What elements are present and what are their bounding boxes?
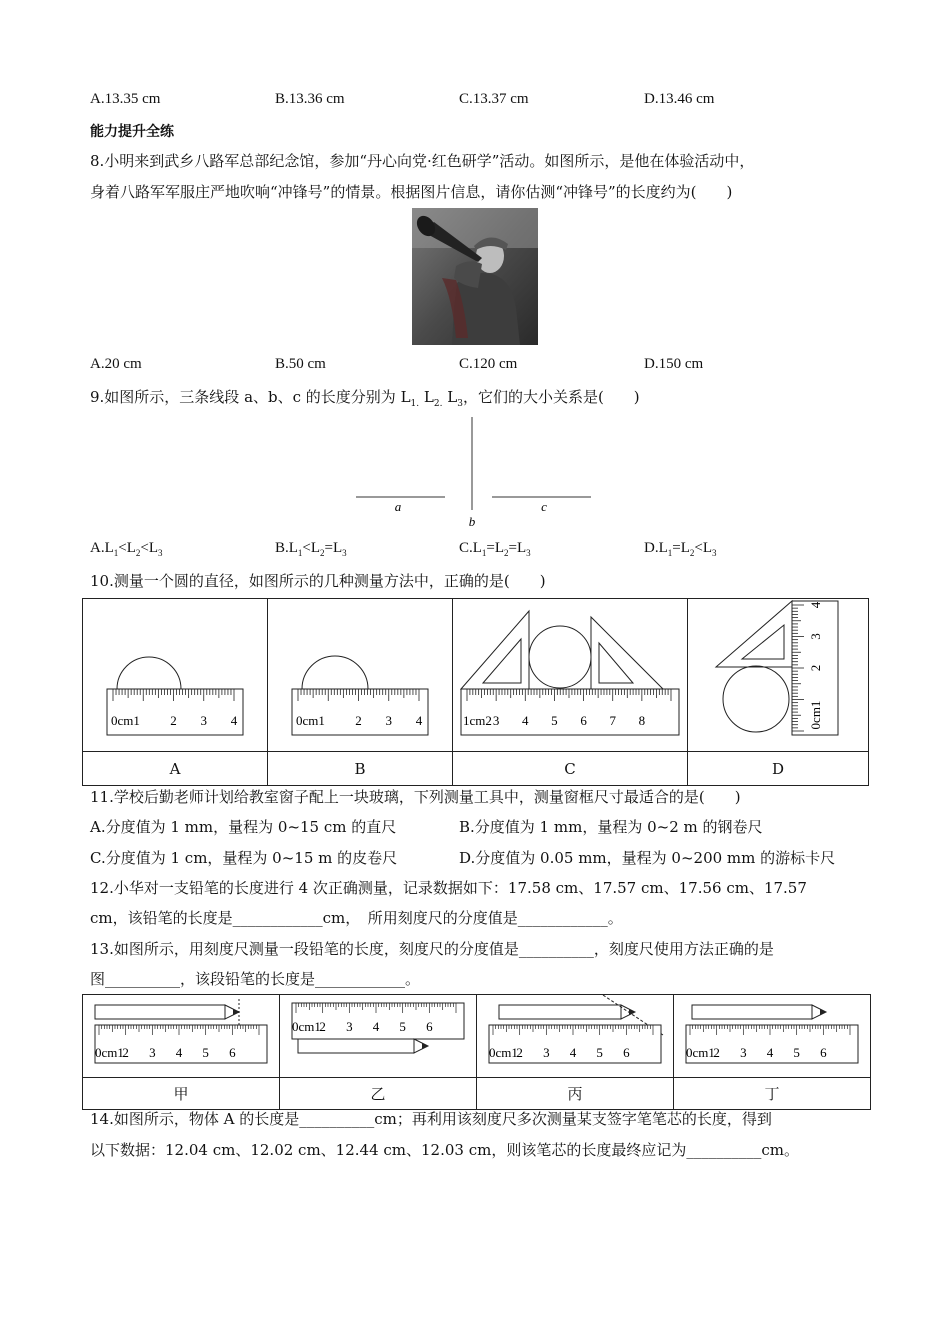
ruler-label: 3 bbox=[200, 713, 207, 728]
q10-fig-c bbox=[453, 599, 688, 752]
ruler-label: 5 bbox=[596, 1045, 603, 1060]
label-c: c bbox=[541, 499, 547, 514]
ruler-label: 0cm1 bbox=[95, 1045, 124, 1060]
ruler-label: 4 bbox=[372, 1019, 380, 1034]
ruler-label: 0cm1 bbox=[808, 700, 823, 730]
q13-label-ding: 丁 bbox=[674, 1078, 871, 1110]
ruler-label: 4 bbox=[522, 713, 529, 728]
ruler-label: 2 bbox=[319, 1019, 326, 1034]
q8-stem-line1: 8.小明来到武乡八路军总部纪念馆，参加“丹心向党·红色研学”活动。如图所示，是他在体验活动中， bbox=[90, 152, 755, 170]
ruler-label: 5 bbox=[399, 1019, 406, 1034]
q8-option-a: A.20 cm bbox=[90, 356, 142, 372]
q10-label-d: D bbox=[688, 752, 869, 786]
q10-fig-b bbox=[268, 599, 453, 752]
q7-option-b: B.13.36 cm bbox=[275, 91, 345, 107]
ruler-label: 0cm1 bbox=[489, 1045, 518, 1060]
ruler-label: 4 bbox=[415, 713, 423, 728]
q8-stem-line2: 身着八路军军服庄严地吹响“冲锋号”的情景。根据图片信息，请你估测“冲锋号”的长度约为( ) bbox=[90, 183, 733, 201]
q13-label-jia: 甲 bbox=[83, 1078, 280, 1110]
ruler-label: 4 bbox=[766, 1045, 774, 1060]
section-title: 能力提升全练 bbox=[90, 124, 174, 140]
q11-option-a: A.分度值为 1 mm，量程为 0~15 cm 的直尺 bbox=[90, 818, 397, 836]
ruler-label: 5 bbox=[793, 1045, 800, 1060]
q11-option-b: B.分度值为 1 mm，量程为 0~2 m 的钢卷尺 bbox=[459, 818, 763, 836]
q9-stem: 9.如图所示，三条线段 a、b、c 的长度分别为 $L_{1.}$ $L_{2.}$ $L_3$，它们的大小关系是( ) bbox=[90, 388, 640, 409]
ruler-label: 1cm2 bbox=[463, 713, 492, 728]
q10-label-b: B bbox=[268, 752, 453, 786]
q13-stem-line1: 13.如图所示，用刻度尺测量一段铅笔的长度，刻度尺的分度值是__________，刻度尺使用方法正确的是 bbox=[90, 940, 774, 958]
ruler-label: 3 bbox=[492, 713, 500, 728]
ruler-label: 4 bbox=[175, 1045, 183, 1060]
label-b: b bbox=[468, 514, 476, 529]
ruler-label: 3 bbox=[543, 1045, 550, 1060]
ruler-label: 4 bbox=[569, 1045, 577, 1060]
ruler-label: 5 bbox=[202, 1045, 209, 1060]
ruler-label: 6 bbox=[426, 1019, 433, 1034]
q10-fig-d bbox=[688, 599, 869, 752]
ruler-label: 3 bbox=[385, 713, 392, 728]
ruler-label: 6 bbox=[229, 1045, 236, 1060]
ruler-label: 6 bbox=[820, 1045, 827, 1060]
ruler-label: 7 bbox=[609, 713, 616, 728]
bugler-photo bbox=[412, 208, 538, 345]
ruler-label: 4 bbox=[230, 713, 238, 728]
q13-stem-line2: 图__________，该段铅笔的长度是____________。 bbox=[90, 970, 421, 988]
ruler-label: 2 bbox=[122, 1045, 129, 1060]
q11-option-d: D.分度值为 0.05 mm，量程为 0~200 mm 的游标卡尺 bbox=[459, 849, 836, 867]
q9-option-d: $D.L_1=L_2<L_3$ bbox=[644, 540, 717, 558]
q14-stem-line1: 14.如图所示，物体 A 的长度是__________cm；再利用该刻度尺多次测量某支签字笔笔芯的长度，得到 bbox=[90, 1110, 772, 1128]
ruler-label: 2 bbox=[516, 1045, 523, 1060]
ruler-label: 0cm1 bbox=[292, 1019, 321, 1034]
q12-stem-line2: cm，该铅笔的长度是____________cm， 所用刻度尺的分度值是____________。 bbox=[90, 909, 623, 927]
q7-option-a: A.13.35 cm bbox=[90, 91, 161, 107]
q8-option-d: D.150 cm bbox=[644, 356, 704, 372]
ruler-label: 0cm1 bbox=[686, 1045, 715, 1060]
q10-figure-table bbox=[82, 598, 869, 786]
ruler-label: 4 bbox=[808, 601, 823, 609]
q8-option-b: B.50 cm bbox=[275, 356, 326, 372]
q10-label-a: A bbox=[83, 752, 268, 786]
q9-option-b: $B.L_1<L_2=L_3$ bbox=[275, 540, 347, 558]
q13-figure-table bbox=[82, 994, 871, 1110]
q10-fig-d-drawing bbox=[688, 599, 868, 747]
ruler-label: 2 bbox=[713, 1045, 720, 1060]
ruler-label: 8 bbox=[638, 713, 646, 728]
ruler-label: 3 bbox=[808, 633, 823, 640]
q13-fig-ding bbox=[674, 995, 871, 1078]
q13-fig-yi bbox=[280, 995, 477, 1078]
ruler-label: 6 bbox=[623, 1045, 630, 1060]
ruler-label: 0cm1 bbox=[296, 713, 325, 728]
ruler-label: 3 bbox=[149, 1045, 156, 1060]
q7-option-c: C.13.37 cm bbox=[459, 91, 529, 107]
q13-fig-bing bbox=[477, 995, 674, 1078]
q10-fig-c-drawing bbox=[453, 599, 687, 747]
ruler-label: 2 bbox=[170, 713, 177, 728]
ruler-label: 5 bbox=[551, 713, 558, 728]
q10-stem: 10.测量一个圆的直径，如图所示的几种测量方法中，正确的是( ) bbox=[90, 572, 546, 590]
ruler-label: 6 bbox=[580, 713, 587, 728]
q12-stem-line1: 12.小华对一支铅笔的长度进行 4 次正确测量，记录数据如下：17.58 cm、17.57 cm、17.56 cm、17.57 bbox=[90, 879, 807, 897]
q10-label-c: C bbox=[453, 752, 688, 786]
q7-option-d: D.13.46 cm bbox=[644, 91, 715, 107]
q14-stem-line2: 以下数据：12.04 cm、12.02 cm、12.44 cm、12.03 cm，则该笔芯的长度最终应记为__________cm。 bbox=[90, 1141, 799, 1159]
ruler-label: 3 bbox=[740, 1045, 747, 1060]
q10-fig-a bbox=[83, 599, 268, 752]
q11-stem: 11.学校后勤老师计划给教室窗子配上一块玻璃，下列测量工具中，测量窗框尺寸最适合的是( ) bbox=[90, 788, 741, 806]
q9-option-a: $A.L_1<L_2<L_3$ bbox=[90, 540, 163, 558]
q13-label-bing: 丙 bbox=[477, 1078, 674, 1110]
q11-option-c: C.分度值为 1 cm，量程为 0~15 m 的皮卷尺 bbox=[90, 849, 398, 867]
q9-segments-figure bbox=[350, 415, 600, 530]
ruler-label: 3 bbox=[346, 1019, 353, 1034]
q13-label-yi: 乙 bbox=[280, 1078, 477, 1110]
q8-option-c: C.120 cm bbox=[459, 356, 518, 372]
q13-fig-jia bbox=[83, 995, 280, 1078]
ruler-label: 2 bbox=[355, 713, 362, 728]
label-a: a bbox=[394, 499, 402, 514]
ruler-label: 2 bbox=[808, 664, 823, 672]
ruler-label: 0cm1 bbox=[111, 713, 140, 728]
q9-option-c: $C.L_1=L_2=L_3$ bbox=[459, 540, 531, 558]
